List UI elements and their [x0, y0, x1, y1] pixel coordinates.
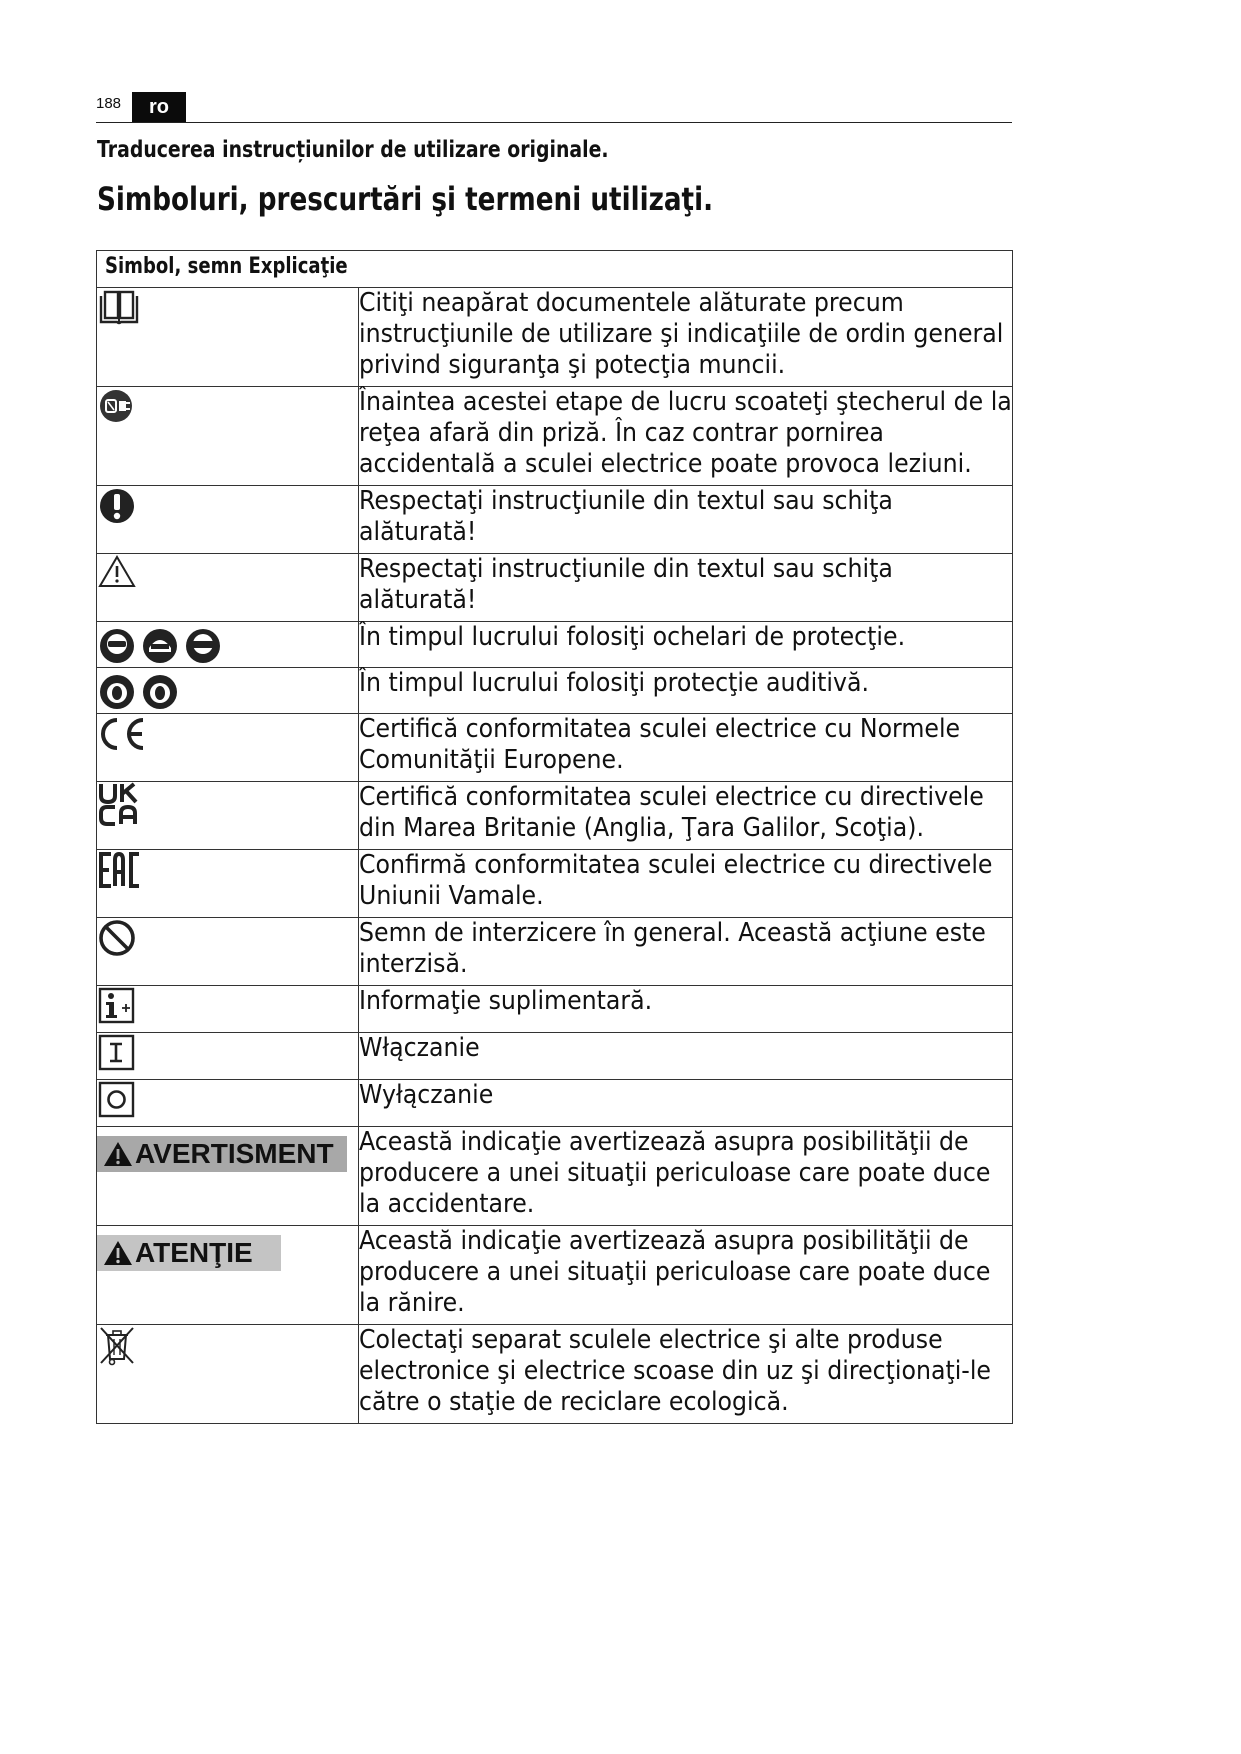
- explanation-text: În timpul lucrului folosiţi ochelari de protecţie.: [359, 622, 906, 652]
- explanation-cell: [359, 1127, 1013, 1226]
- explanation-text: Certifică conformitatea sculei electrice cu directivele din Marea Britanie (Anglia, Ţara Galilor, Scoţia).: [359, 782, 984, 843]
- info-plus-icon: [97, 986, 137, 1026]
- table-row: [97, 1226, 1013, 1325]
- document-subtitle: Traducerea instrucțiunilor de utilizare originale.: [97, 137, 609, 163]
- explanation-text: Înaintea acestei etape de lucru scoateţi ştecherul de la reţea afară din priză. În caz contrar pornirea accidentală a sculei electrice poate provoca leziuni.: [359, 387, 1012, 479]
- symbol-cell: [97, 1325, 359, 1424]
- explanation-text: Semn de interzicere în general. Această acţiune este interzisă.: [359, 918, 986, 979]
- table-row: [97, 850, 1013, 918]
- symbol-cell: [97, 668, 359, 714]
- table-row: [97, 668, 1013, 714]
- symbol-cell: [97, 986, 359, 1033]
- explanation-cell: [359, 918, 1013, 986]
- table-row: [97, 1080, 1013, 1127]
- symbol-cell: [97, 1127, 359, 1226]
- symbol-cell: [97, 850, 359, 918]
- warning-triangle-icon: [97, 554, 137, 590]
- weee-bin-icon: [97, 1325, 137, 1367]
- explanation-text: Confirmă conformitatea sculei electrice cu directivele Uniunii Vamale.: [359, 850, 993, 911]
- explanation-cell: [359, 1226, 1013, 1325]
- explanation-cell: [359, 1080, 1013, 1127]
- symbol-cell: [97, 1033, 359, 1080]
- explanation-cell: [359, 622, 1013, 668]
- unplug-icon: [97, 387, 137, 425]
- table-row: [97, 622, 1013, 668]
- table-header: [97, 251, 1013, 288]
- symbol-cell: [97, 486, 359, 554]
- explanation-text: În timpul lucrului folosiţi protecţie auditivă.: [359, 668, 870, 698]
- symbol-cell: [97, 918, 359, 986]
- ukca-mark-icon: [97, 782, 145, 826]
- explanation-cell: [359, 668, 1013, 714]
- page-number: 188: [96, 95, 122, 112]
- table-row: [97, 986, 1013, 1033]
- table-row: [97, 387, 1013, 486]
- table-row: [97, 288, 1013, 387]
- explanation-cell: [359, 288, 1013, 387]
- explanation-text: Această indicaţie avertizează asupra posibilităţii de producere a unei situaţii periculoase care poate duce la accidentare.: [359, 1127, 991, 1219]
- explanation-text: Respectaţi instrucţiunile din textul sau schiţa alăturată!: [359, 486, 893, 547]
- hearing-protection-icon: [97, 672, 181, 712]
- symbol-cell: [97, 782, 359, 850]
- explanation-cell: [359, 554, 1013, 622]
- explanation-cell: [359, 1033, 1013, 1080]
- symbol-cell: [97, 622, 359, 668]
- explanation-cell: [359, 782, 1013, 850]
- table-header-label: Simbol, semn Explicaţie: [105, 254, 348, 279]
- symbol-cell: [97, 288, 359, 387]
- table-row: [97, 1033, 1013, 1080]
- mandatory-exclamation-icon: [97, 486, 137, 526]
- explanation-text: Colectaţi separat sculele electrice şi alte produse electronice şi electrice scoase din uz şi direcţionaţi-le către o staţie de reciclare ecologică.: [359, 1325, 991, 1417]
- warning-triangle-icon: [103, 1240, 133, 1266]
- table-row: [97, 554, 1013, 622]
- table-row: [97, 1127, 1013, 1226]
- table-row: [97, 918, 1013, 986]
- symbols-table: [96, 250, 1013, 1424]
- warning-label: AVERTISMENT: [135, 1138, 334, 1169]
- explanation-text: Citiţi neapărat documentele alăturate precum instrucţiunile de utilizare şi indicaţiile de ordin general privind siguranţa şi potecţia muncii.: [359, 288, 1004, 380]
- explanation-cell: [359, 850, 1013, 918]
- warning-label-icon: [97, 1136, 347, 1172]
- explanation-text: Certifică conformitatea sculei electrice cu Normele Comunităţii Europene.: [359, 714, 961, 775]
- caution-label: ATENŢIE: [135, 1237, 253, 1268]
- explanation-text: Wyłączanie: [359, 1080, 494, 1110]
- symbol-cell: [97, 714, 359, 782]
- prohibition-icon: [97, 918, 137, 958]
- language-tag: ro: [132, 92, 186, 122]
- explanation-text: Respectaţi instrucţiunile din textul sau schiţa alăturată!: [359, 554, 893, 615]
- explanation-text: Informaţie suplimentară.: [359, 986, 653, 1016]
- explanation-cell: [359, 986, 1013, 1033]
- explanation-cell: [359, 1325, 1013, 1424]
- page-header: [96, 88, 1012, 123]
- symbol-cell: [97, 1226, 359, 1325]
- switch-on-icon: [97, 1033, 137, 1073]
- explanation-cell: [359, 714, 1013, 782]
- eye-protection-icon: [97, 626, 223, 666]
- ce-mark-icon: [97, 714, 149, 754]
- table-row: [97, 486, 1013, 554]
- page-title: Simboluri, prescurtări şi termeni utilizaţi.: [97, 180, 714, 218]
- explanation-text: Această indicaţie avertizează asupra posibilităţii de producere a unei situaţii periculoase care poate duce la rănire.: [359, 1226, 991, 1318]
- read-manual-icon: [97, 288, 141, 328]
- symbol-cell: [97, 554, 359, 622]
- table-row: [97, 782, 1013, 850]
- symbol-cell: [97, 387, 359, 486]
- caution-label-icon: [97, 1235, 281, 1271]
- explanation-text: Włączanie: [359, 1033, 480, 1063]
- explanation-cell: [359, 387, 1013, 486]
- switch-off-icon: [97, 1080, 137, 1120]
- explanation-cell: [359, 486, 1013, 554]
- warning-triangle-icon: [103, 1141, 133, 1167]
- eac-mark-icon: [97, 850, 145, 890]
- table-row: [97, 714, 1013, 782]
- table-row: [97, 1325, 1013, 1424]
- symbol-cell: [97, 1080, 359, 1127]
- table-header-row: [97, 251, 1013, 288]
